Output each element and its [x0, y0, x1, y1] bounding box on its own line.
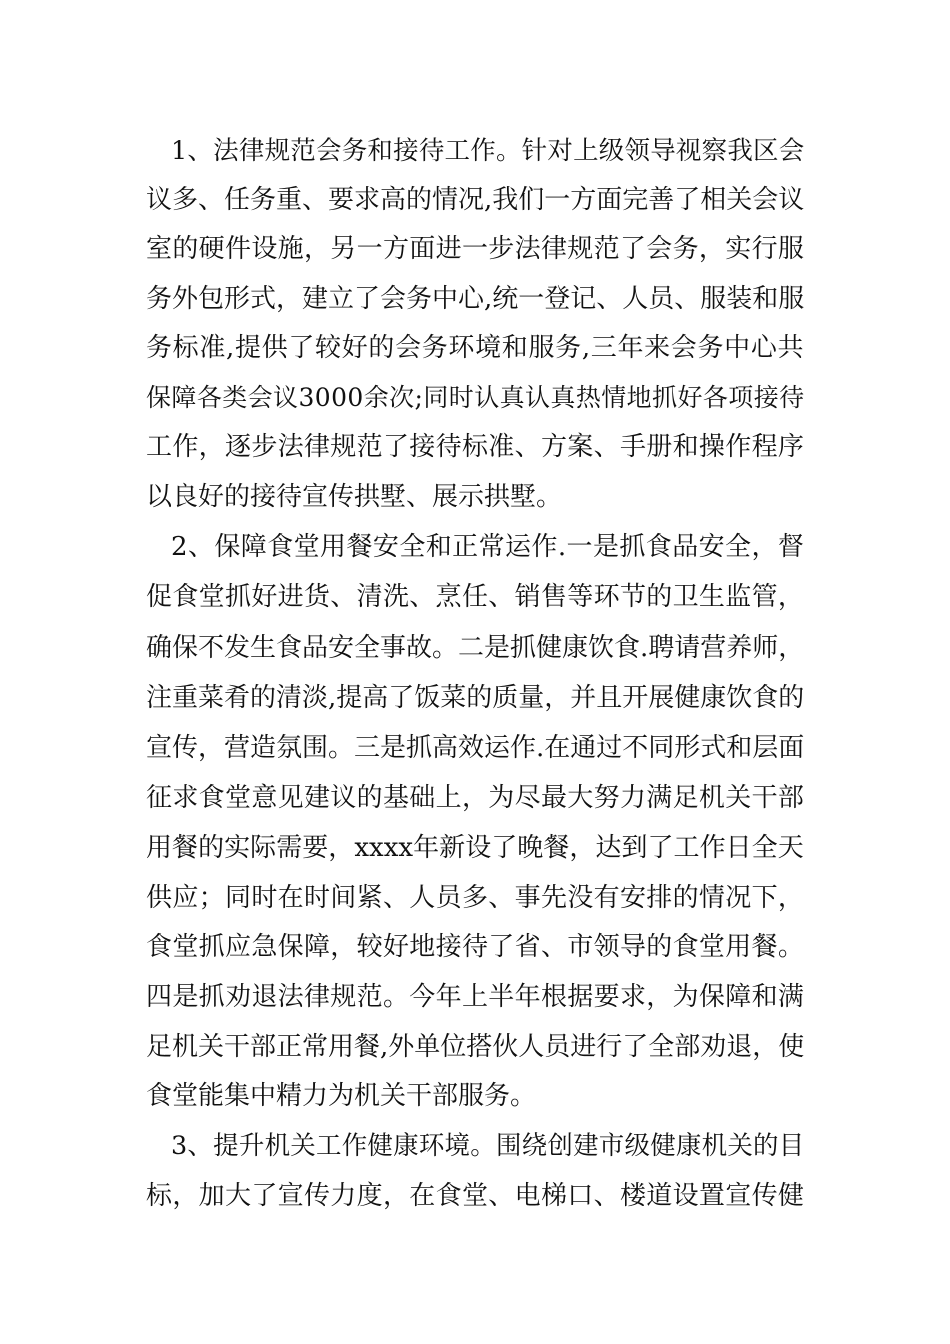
text-line: 确保不发生食品安全事故。二是抓健康饮食.聘请营养师， [146, 633, 805, 663]
text-line: 食堂能集中精力为机关干部服务。 [146, 1081, 537, 1111]
text-line: 足机关干部正常用餐,外单位搭伙人员进行了全部劝退，使 [146, 1032, 805, 1062]
text-line: 用餐的实际需要，xxxx年新设了晚餐，达到了工作日全天 [146, 833, 804, 863]
text-line: 注重菜肴的清淡,提高了饭菜的质量，并且开展健康饮食的 [146, 683, 805, 713]
text-line: 工作，逐步法律规范了接待标准、方案、手册和操作程序 [146, 432, 805, 462]
text-line: 食堂抓应急保障，较好地接待了省、市领导的食堂用餐。 [146, 932, 805, 962]
text-line: 室的硬件设施，另一方面进一步法律规范了会务，实行服 [146, 234, 805, 264]
text-line: 议多、任务重、要求高的情况,我们一方面完善了相关会议 [146, 185, 805, 215]
text-line: 务外包形式，建立了会务中心,统一登记、人员、服装和服 [146, 284, 805, 314]
text-line: 促食堂抓好进货、清洗、烹任、销售等环节的卫生监管， [146, 582, 805, 612]
text-line: 四是抓劝退法律规范。今年上半年根据要求，为保障和满 [146, 982, 805, 1012]
text-line: 保障各类会议3000余次;同时认真认真热情地抓好各项接待 [146, 383, 805, 412]
text-line: 以良好的接待宣传拱墅、展示拱墅。 [146, 482, 563, 512]
text-line: 标，加大了宣传力度，在食堂、电梯口、楼道设置宣传健 [146, 1181, 805, 1211]
text-line: 征求食堂意见建议的基础上，为尽最大努力满足机关干部 [146, 783, 805, 813]
text-line: 3、提升机关工作健康环境。围绕创建市级健康机关的目 [171, 1131, 805, 1161]
text-line: 供应；同时在时间紧、人员多、事先没有安排的情况下， [146, 883, 805, 913]
text-line: 宣传，营造氛围。三是抓高效运作.在通过不同形式和层面 [146, 733, 805, 763]
text-line: 务标准,提供了较好的会务环境和服务,三年来会务中心共 [146, 333, 805, 363]
text-line: 1、法律规范会务和接待工作。针对上级领导视察我区会 [171, 136, 805, 166]
text-line: 2、保障食堂用餐安全和正常运作.一是抓食品安全，督 [171, 532, 805, 562]
